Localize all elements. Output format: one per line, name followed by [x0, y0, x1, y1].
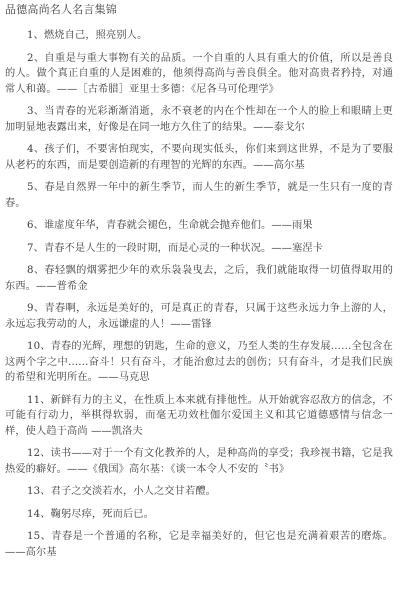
- quote-item: 11、新鲜有力的主义，在性质上本来就有排他性。从开始就容忍敌方的信念，不可能有行动力，举棋得软弱，而毫无功效杜伽尔爱国主义和其它道德感情与信念一样，使人趋于高尚 ——凯洛夫: [5, 394, 393, 437]
- quote-item: 9、青春啊，永远是美好的，可是真正的青春，只属于这些永远力争上游的人，永远忘我劳动的人，永远谦虚的人！——雷锋: [5, 303, 393, 330]
- quote-item: 8、春轻飘的烟雾把少年的欢乐袅袅曳去，之后，我们就能取得一切值得取用的东西。——普希金: [5, 265, 393, 292]
- quote-item: 2、自重是与重大事物有关的品质。一个自重的人具有重大的价值，所以是善良的人。做个真正自重的人是困难的，他须得高尚与善良俱全。他对高贵者矜持，对通常人和蔼。——［古希腊］亚里士多德：《尼各马可伦理学》: [5, 52, 393, 95]
- quote-item: 10、青春的光辉，理想的钥匙，生命的意义，乃至人类的生存发展……全包含在这两个字之中……奋斗！只有奋斗，才能治愈过去的创伤；只有奋斗，才是我们民族的希望和光明所在。——马克思: [5, 341, 393, 383]
- quote-item: 13、君子之交淡若水，小人之交甘若醴。: [27, 486, 216, 497]
- quote-item: 1、燃烧自己，照亮别人。: [27, 30, 148, 41]
- quote-item: 15、青春是一个普通的名称，它是幸福美好的，但它也是充满着艰苦的磨炼。——高尔基: [5, 531, 393, 558]
- quote-item: 4、孩子们，不要害怕现实，不要向现实低头，你们来到这世界，不是为了要服从老朽的东西，而是要创造新的有理智的光辉的东西。——高尔基: [5, 144, 393, 171]
- quote-item: 12、读书——对于一个有文化教养的人，是种高尚的享受；我珍视书籍，它是我热爱的癖好。——《俄国》高尔基：《谈一本令人不安的〝书》: [5, 448, 393, 475]
- quote-item: 6、谁虚度年华，青春就会褪色，生命就会抛弃他们。——雨果: [27, 220, 313, 231]
- quote-item: 5、春是自然界一年中的新生季节，而人生的新生季节，就是一生只有一度的青春。: [5, 182, 393, 209]
- quote-item: 7、青春不是人生的一段时期，而是心灵的一种状况。——塞涅卡: [27, 242, 324, 254]
- page-title: 品德高尚名人名言集锦: [5, 3, 117, 16]
- quote-item: 14、鞠躬尽瘁，死而后已。: [27, 508, 154, 520]
- quote-list: [5, 28, 393, 560]
- quote-item: 3、当青春的光彩渐渐消逝，永不衰老的内在个性却在一个人的脸上和眼睛上更加明显地表露出来，好像是在同一地方久住了的结果。——泰戈尔: [5, 106, 393, 133]
